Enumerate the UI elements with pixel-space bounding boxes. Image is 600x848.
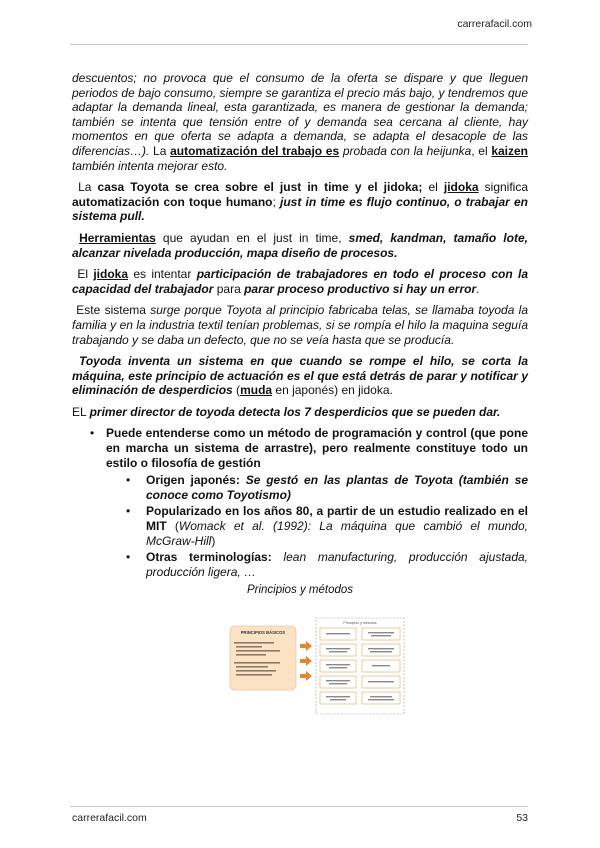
method-box xyxy=(320,660,356,672)
sub-label-otras: Otras terminologías: xyxy=(146,550,272,565)
sub-text-womack: Womack et al. (1992): La máquina que cambió el mundo, McGraw-Hill xyxy=(146,519,528,548)
method-box xyxy=(362,644,400,656)
list-item xyxy=(72,426,528,579)
methods-panel-title: Principios y métodos xyxy=(343,621,377,625)
p6-end: en japonés) en jidoka. xyxy=(272,383,393,398)
paragraph-casa-toyota xyxy=(72,180,528,224)
method-box xyxy=(362,628,400,640)
paragraph-jidoka xyxy=(72,267,528,296)
sub-paren-open: ( xyxy=(166,519,179,534)
p7-text: primer director de toyoda detecta los 7 desperdicios que se pueden dar. xyxy=(89,404,501,419)
principles-panel-title: PRINCIPIOS BÁSICOS xyxy=(240,630,286,635)
arrow-icons xyxy=(300,641,312,681)
p6-muda: muda xyxy=(240,383,273,398)
footer-site: carrerafacil.com xyxy=(72,812,147,824)
page-number: 53 xyxy=(516,812,528,824)
p7-el: EL xyxy=(72,404,90,419)
sub-text-origen: Se gestó en las plantas de Toyota (también se conoce como Toyotismo) xyxy=(146,473,528,502)
p4-el: El xyxy=(77,267,94,282)
p3-text: que ayudan en el just in time, xyxy=(155,230,349,245)
bullet-text: Puede entenderse como un método de programación y control (que pone en marcha un sistema de arrastre), pero realmente constituye todo un estilo o filosofía de gestión xyxy=(106,426,528,470)
p2-el: el xyxy=(422,180,444,195)
sub-label-popularizado: Popularizado en los años 80, a partir de un estudio realizado en el MIT xyxy=(146,504,528,534)
method-box xyxy=(320,692,356,704)
sub-text-otras: lean manufacturing, producción ajustada, producción ligera, … xyxy=(146,550,529,579)
p1-end: también intenta mejorar esto. xyxy=(72,158,228,173)
p3-list: smed, kandman, tamaño lote, alcanzar nivelada producción, mapa diseño de procesos. xyxy=(72,230,528,260)
p3-herramientas: Herramientas xyxy=(79,230,156,245)
p1-la: La xyxy=(149,143,171,158)
bullet-list xyxy=(72,426,528,579)
page-content xyxy=(72,71,528,598)
p6-paren: ( xyxy=(232,383,241,398)
arrow-icon xyxy=(300,671,312,681)
sub-label-origen: Origen japonés: xyxy=(146,473,240,488)
p1-el: , el xyxy=(471,143,492,158)
p5-intro: Este sistema xyxy=(76,303,151,318)
p4-para: para xyxy=(213,281,245,296)
paragraph-toyoda xyxy=(72,354,528,398)
p5-text: surge porque Toyota al principio fabricaba telas, se llamaba toyoda la familia y en la industria textil tenían problemas, si se rompía el hilo la maquina seguía trabajando y se daba un defecto, que no se veía hasta que se producía. xyxy=(72,303,528,347)
p1-text: descuentos; no provoca que el consumo de la oferta se dispare y que lleguen periodos de bajo consumo, siempre se garantiza el precio más bajo, y tendremos que adaptar la demanda lineal, esta garantizada, es manera de gestionar la demanda; también se intenta que tensión entre of y demanda sea cercana al cliente, hay momentos en que oferta se adapta a demanda, se adapta el desacople de las diferencias…). xyxy=(72,71,528,158)
p4-end: . xyxy=(476,281,480,296)
p2-jidoka: jidoka xyxy=(443,180,479,195)
principles-figure xyxy=(226,612,406,716)
list-item xyxy=(106,473,528,502)
p6-text: Toyoda inventa un sistema en que cuando se rompe el hilo, se corta la máquina, este principio de actuación es el que está detrás de parar y notificar y eliminación de desperdicios xyxy=(72,354,528,398)
p1-kaizen: kaizen xyxy=(491,143,529,158)
p4-participacion: participación de trabajadores en todo el proceso con la capacidad del trabajador xyxy=(72,267,528,296)
paragraph-descuentos xyxy=(72,71,528,173)
header-site: carrerafacil.com xyxy=(457,18,532,30)
paragraph-herramientas xyxy=(72,231,528,260)
p2-jit: just in time es flujo continuo, o trabajar en sistema pull. xyxy=(72,194,528,224)
method-box xyxy=(320,644,356,656)
p2-significa: significa xyxy=(478,180,529,195)
paragraph-sistema xyxy=(72,303,528,347)
list-item xyxy=(106,504,528,548)
footer-rule xyxy=(70,806,528,807)
header-rule xyxy=(70,44,528,45)
arrow-icon xyxy=(300,656,312,666)
p4-parar: parar proceso productivo si hay un error xyxy=(244,281,477,296)
principles-panel xyxy=(230,626,296,690)
arrow-icon xyxy=(300,641,312,651)
sub-bullet-list xyxy=(106,473,528,579)
p2-casa: casa Toyota se crea sobre el just in time y el jidoka; xyxy=(97,180,423,195)
p2-sep: ; xyxy=(272,194,280,209)
figure-caption: Principios y métodos xyxy=(246,584,354,597)
p2-la: La xyxy=(78,180,98,195)
p4-intentar: es intentar xyxy=(128,267,197,282)
p2-automatizacion: automatización con toque humano xyxy=(72,194,273,209)
paragraph-director xyxy=(72,405,528,420)
method-box xyxy=(362,692,400,704)
sub-paren-close: ) xyxy=(211,533,216,548)
list-item xyxy=(106,550,528,579)
p1-heijunka: probada con la heijunka xyxy=(339,143,472,158)
p4-jidoka: jidoka xyxy=(93,267,129,282)
p1-automatizacion: automatización del trabajo es xyxy=(170,143,340,158)
method-box xyxy=(320,676,356,688)
